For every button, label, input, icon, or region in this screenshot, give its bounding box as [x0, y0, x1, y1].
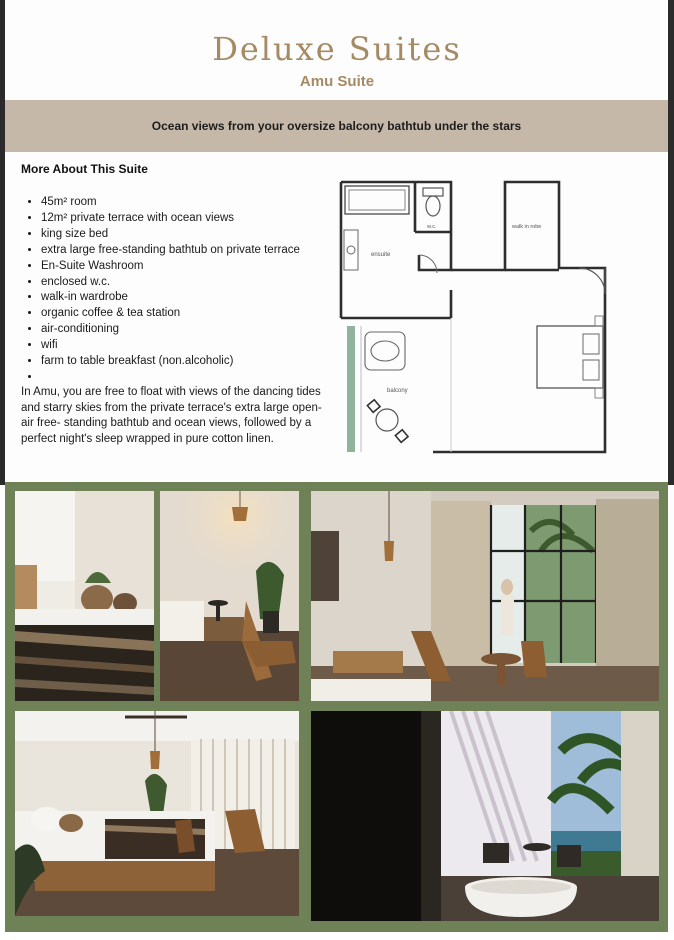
feature-list [21, 195, 351, 386]
plan-label-wc: w.c. [427, 224, 437, 230]
feature-item: • 45m² room [41, 195, 351, 211]
feature-item: • extra large free-standing bathtub on private terrace [41, 243, 351, 259]
feature-item: • wifi [41, 338, 351, 354]
photo-bedroom-bed [15, 491, 154, 701]
photo-bedroom-wide [15, 711, 299, 916]
plan-label-ensuite: ensuite [371, 252, 391, 258]
tagline-text: Ocean views from your oversize balcony bathtub under the stars [151, 119, 522, 133]
feature-item-empty [41, 370, 351, 386]
feature-item: • En-Suite Washroom [41, 259, 351, 275]
floor-plan [333, 170, 613, 460]
feature-item: • 12m² private terrace with ocean views [41, 211, 351, 227]
photo-terrace-bathtub [311, 711, 659, 921]
suite-name: Amu Suite [299, 73, 375, 90]
plan-label-balcony: balcony [387, 388, 408, 394]
feature-item: • king size bed [41, 227, 351, 243]
feature-item: • farm to table breakfast (non.alcoholic) [41, 354, 351, 370]
photo-gallery [5, 482, 668, 932]
suite-description: In Amu, you are free to float with views of the dancing tides and starry skies from the private terrace's extra large open-air free- standing bathtub and ocean views, followed by a perfect night's sleep wrapped in pure cotton linen. [21, 386, 322, 445]
plan-label-walk-in-robe: walk in robe [512, 224, 542, 230]
feature-item: • organic coffee & tea station [41, 306, 351, 322]
tagline-banner [5, 100, 668, 152]
photo-suite-glass-doors [311, 491, 659, 701]
page-bottom-margin [0, 932, 674, 940]
feature-item: • enclosed w.c. [41, 275, 351, 291]
feature-item: • air-conditioning [41, 322, 351, 338]
feature-item: • walk-in wardrobe [41, 290, 351, 306]
photo-lounge-chair [160, 491, 299, 701]
details-heading: More About This Suite [21, 162, 148, 176]
page-title: Deluxe Suites [212, 30, 462, 68]
